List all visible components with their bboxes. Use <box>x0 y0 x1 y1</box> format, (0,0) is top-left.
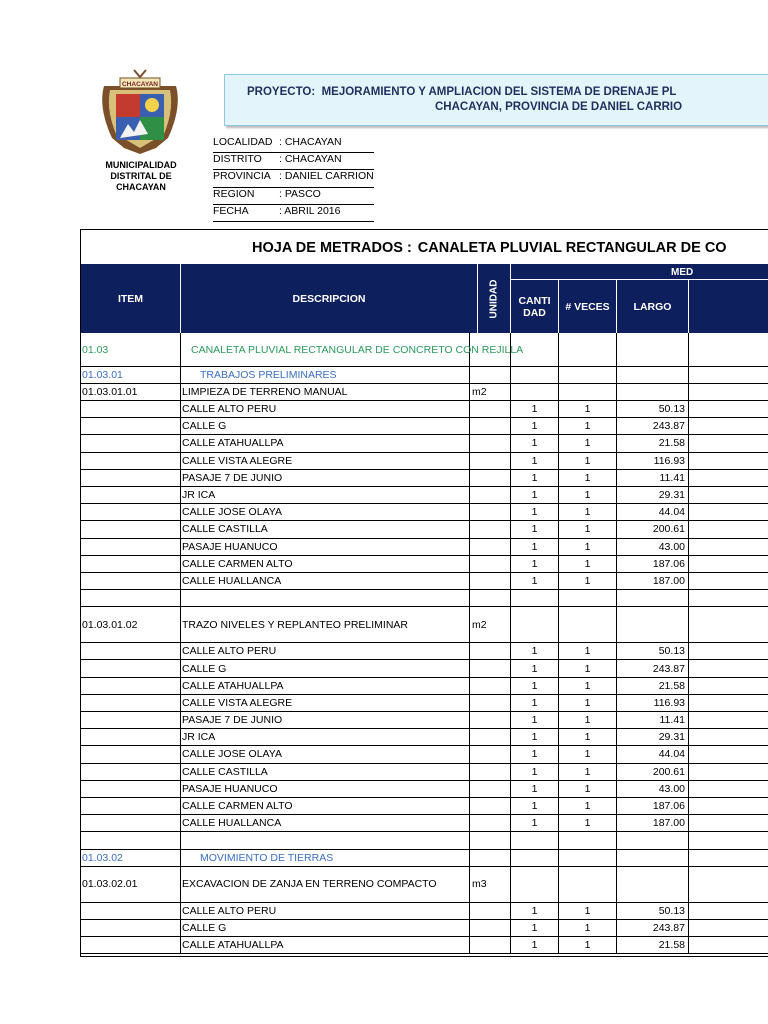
cell-item <box>81 556 181 572</box>
cell-largo: 43.00 <box>617 781 689 797</box>
cell-item: 01.03.02.01 <box>81 867 181 902</box>
table-row <box>81 367 768 384</box>
metrados-sheet <box>80 229 768 957</box>
cell-unit <box>470 678 511 694</box>
cell-veces: 1 <box>559 678 617 694</box>
cell-item <box>81 832 181 848</box>
cell-item <box>81 920 181 936</box>
cell-largo: 200.61 <box>617 521 689 537</box>
cell-unit <box>470 401 511 417</box>
cell-largo: 21.58 <box>617 435 689 451</box>
cell-veces: 1 <box>559 920 617 936</box>
cell-desc: CALLE VISTA ALEGRE <box>181 695 470 711</box>
cell-item: 01.03.01.01 <box>81 384 181 400</box>
header-largo: LARGO <box>617 280 689 333</box>
cell-cant: 1 <box>511 903 559 919</box>
cell-item <box>81 401 181 417</box>
cell-largo: 11.41 <box>617 712 689 728</box>
cell-veces <box>559 333 617 366</box>
header-unidad <box>478 264 511 333</box>
cell-desc: PASAJE HUANUCO <box>181 539 470 555</box>
cell-veces: 1 <box>559 470 617 486</box>
cell-unit <box>470 470 511 486</box>
cell-veces: 1 <box>559 903 617 919</box>
cell-unit <box>470 435 511 451</box>
info-value: : ABRIL 2016 <box>279 204 341 217</box>
cell-unit <box>470 643 511 659</box>
cell-item <box>81 678 181 694</box>
cell-item <box>81 418 181 434</box>
table-row <box>81 764 768 781</box>
cell-veces <box>559 607 617 642</box>
municipality-crest-logo <box>94 68 186 156</box>
cell-largo <box>617 607 689 642</box>
cell-cant: 1 <box>511 487 559 503</box>
cell-cant <box>511 832 559 848</box>
cell-unit <box>470 937 511 953</box>
cell-cant: 1 <box>511 418 559 434</box>
info-key: FECHA <box>213 204 249 217</box>
cell-desc: JR ICA <box>181 487 470 503</box>
cell-largo: 116.93 <box>617 695 689 711</box>
cell-item <box>81 764 181 780</box>
cell-largo: 187.00 <box>617 815 689 831</box>
cell-desc: PASAJE 7 DE JUNIO <box>181 712 470 728</box>
table-row <box>81 333 768 367</box>
info-key: REGION <box>213 187 255 200</box>
cell-veces: 1 <box>559 764 617 780</box>
cell-largo: 44.04 <box>617 504 689 520</box>
table-row <box>81 539 768 556</box>
municipality-name <box>95 160 187 193</box>
cell-cant: 1 <box>511 764 559 780</box>
municipality-line-1: MUNICIPALIDAD <box>105 160 177 170</box>
info-value: : DANIEL CARRION <box>279 170 374 183</box>
project-prefix: PROYECTO: <box>247 86 316 98</box>
cell-unit <box>470 556 511 572</box>
table-row <box>81 746 768 763</box>
cell-veces: 1 <box>559 937 617 953</box>
table-row <box>81 850 768 867</box>
cell-cant: 1 <box>511 539 559 555</box>
cell-largo: 243.87 <box>617 660 689 676</box>
cell-desc <box>181 832 470 848</box>
table-row <box>81 418 768 435</box>
cell-veces: 1 <box>559 815 617 831</box>
table-row <box>81 607 768 643</box>
cell-unit <box>470 850 511 866</box>
cell-cant: 1 <box>511 937 559 953</box>
cell-desc: TRAZO NIVELES Y REPLANTEO PRELIMINAR <box>181 607 470 642</box>
table-row <box>81 920 768 937</box>
cell-unit <box>470 590 511 606</box>
table-row <box>81 470 768 487</box>
cell-item <box>81 539 181 555</box>
cell-largo: 187.00 <box>617 573 689 589</box>
header-veces: # VECES <box>559 280 617 333</box>
cell-unit: m2 <box>470 607 511 642</box>
cell-veces <box>559 384 617 400</box>
cell-desc: CALLE ALTO PERU <box>181 903 470 919</box>
cell-cant: 1 <box>511 781 559 797</box>
cell-desc <box>181 590 470 606</box>
cell-desc: CALLE JOSE OLAYA <box>181 746 470 762</box>
cell-largo: 21.58 <box>617 937 689 953</box>
cell-largo <box>617 867 689 902</box>
table-row <box>81 867 768 903</box>
cell-veces <box>559 590 617 606</box>
cell-item <box>81 937 181 953</box>
cell-cant: 1 <box>511 712 559 728</box>
cell-desc: CALLE ATAHUALLPA <box>181 435 470 451</box>
cell-veces: 1 <box>559 556 617 572</box>
table-row <box>81 521 768 538</box>
cell-unit <box>470 521 511 537</box>
cell-unit <box>470 832 511 848</box>
info-key: LOCALIDAD <box>213 136 273 148</box>
cell-veces: 1 <box>559 695 617 711</box>
table-row <box>81 729 768 746</box>
cell-item: 01.03.01.02 <box>81 607 181 642</box>
cell-veces: 1 <box>559 539 617 555</box>
cell-cant: 1 <box>511 643 559 659</box>
cell-largo <box>617 850 689 866</box>
cell-veces <box>559 832 617 848</box>
cell-largo: 50.13 <box>617 643 689 659</box>
cell-largo <box>617 832 689 848</box>
cell-item <box>81 815 181 831</box>
cell-cant: 1 <box>511 746 559 762</box>
cell-item <box>81 643 181 659</box>
project-line-1: MEJORAMIENTO Y AMPLIACION DEL SISTEMA DE DRENAJE PL <box>321 86 677 98</box>
cell-item <box>81 903 181 919</box>
cell-desc: LIMPIEZA DE TERRENO MANUAL <box>181 384 470 400</box>
table-row <box>81 660 768 677</box>
cell-unit <box>470 764 511 780</box>
cell-unit <box>470 746 511 762</box>
header-medidas-label: MED <box>671 267 694 278</box>
cell-desc: CALLE ALTO PERU <box>181 401 470 417</box>
cell-item <box>81 504 181 520</box>
cell-desc: CANALETA PLUVIAL RECTANGULAR DE CONCRETO CON REJILLA <box>181 333 470 366</box>
table-row <box>81 435 768 452</box>
table-row <box>81 453 768 470</box>
cell-item <box>81 798 181 814</box>
cell-desc: CALLE CASTILLA <box>181 764 470 780</box>
cell-largo: 21.58 <box>617 678 689 694</box>
cell-item <box>81 781 181 797</box>
cell-unit <box>470 729 511 745</box>
cell-desc: CALLE HUALLANCA <box>181 815 470 831</box>
cell-unit <box>470 815 511 831</box>
table-row <box>81 384 768 401</box>
cell-desc: TRABAJOS PRELIMINARES <box>181 367 470 383</box>
cell-cant: 1 <box>511 470 559 486</box>
cell-item <box>81 729 181 745</box>
cell-item <box>81 435 181 451</box>
cell-cant: 1 <box>511 401 559 417</box>
table-row <box>81 573 768 590</box>
cell-veces: 1 <box>559 504 617 520</box>
cell-desc: CALLE G <box>181 660 470 676</box>
cell-largo: 243.87 <box>617 920 689 936</box>
cell-cant <box>511 367 559 383</box>
header-descripcion: DESCRIPCION <box>181 264 478 333</box>
cell-veces: 1 <box>559 643 617 659</box>
cell-unit <box>470 453 511 469</box>
cell-item <box>81 470 181 486</box>
info-key: DISTRITO <box>213 153 262 166</box>
cell-cant <box>511 850 559 866</box>
info-row <box>213 136 374 153</box>
sheet-title-text: CANALETA PLUVIAL RECTANGULAR DE CO <box>417 240 727 256</box>
cell-cant: 1 <box>511 504 559 520</box>
table-row <box>81 678 768 695</box>
cell-veces: 1 <box>559 781 617 797</box>
table-row <box>81 695 768 712</box>
cell-veces <box>559 867 617 902</box>
cell-veces: 1 <box>559 729 617 745</box>
info-row <box>213 170 374 187</box>
cell-largo <box>617 333 689 366</box>
cell-item <box>81 573 181 589</box>
info-value: : PASCO <box>279 187 321 200</box>
cell-desc: CALLE CASTILLA <box>181 521 470 537</box>
cell-largo: 29.31 <box>617 487 689 503</box>
table-row <box>81 712 768 729</box>
cell-cant: 1 <box>511 435 559 451</box>
table-body <box>81 333 768 954</box>
cell-desc: CALLE VISTA ALEGRE <box>181 453 470 469</box>
cell-largo: 50.13 <box>617 903 689 919</box>
cell-unit <box>470 504 511 520</box>
cell-largo: 116.93 <box>617 453 689 469</box>
cell-desc: CALLE CARMEN ALTO <box>181 798 470 814</box>
cell-largo: 29.31 <box>617 729 689 745</box>
cell-desc: CALLE ATAHUALLPA <box>181 678 470 694</box>
cell-veces: 1 <box>559 573 617 589</box>
cell-largo <box>617 384 689 400</box>
cell-item <box>81 590 181 606</box>
cell-cant: 1 <box>511 729 559 745</box>
cell-unit <box>470 712 511 728</box>
cell-cant: 1 <box>511 815 559 831</box>
cell-cant: 1 <box>511 695 559 711</box>
table-row <box>81 487 768 504</box>
cell-unit <box>470 695 511 711</box>
cell-largo: 11.41 <box>617 470 689 486</box>
cell-unit <box>470 487 511 503</box>
cell-veces: 1 <box>559 746 617 762</box>
cell-desc: CALLE G <box>181 418 470 434</box>
cell-unit <box>470 333 511 366</box>
cell-veces <box>559 367 617 383</box>
cell-largo: 43.00 <box>617 539 689 555</box>
table-row <box>81 643 768 660</box>
table-row <box>81 832 768 849</box>
cell-cant <box>511 867 559 902</box>
cell-unit <box>470 539 511 555</box>
cell-desc: CALLE ATAHUALLPA <box>181 937 470 953</box>
cell-veces: 1 <box>559 660 617 676</box>
cell-largo <box>617 590 689 606</box>
table-row <box>81 798 768 815</box>
cell-desc: CALLE HUALLANCA <box>181 573 470 589</box>
cell-item: 01.03 <box>81 333 181 366</box>
info-row <box>213 153 374 170</box>
info-key: PROVINCIA <box>213 170 271 183</box>
cell-item <box>81 695 181 711</box>
cell-unit <box>470 367 511 383</box>
project-line-2: CHACAYAN, PROVINCIA DE DANIEL CARRIO <box>435 101 683 113</box>
project-title-box <box>224 74 768 126</box>
header-item: ITEM <box>81 264 181 333</box>
cell-item <box>81 712 181 728</box>
table-row <box>81 781 768 798</box>
cell-cant: 1 <box>511 556 559 572</box>
cell-veces: 1 <box>559 435 617 451</box>
cell-item: 01.03.02 <box>81 850 181 866</box>
cell-unit: m2 <box>470 384 511 400</box>
cell-largo: 50.13 <box>617 401 689 417</box>
cell-veces: 1 <box>559 487 617 503</box>
cell-cant: 1 <box>511 660 559 676</box>
cell-veces: 1 <box>559 521 617 537</box>
info-value: : CHACAYAN <box>279 136 342 148</box>
cell-largo: 200.61 <box>617 764 689 780</box>
cell-largo <box>617 367 689 383</box>
cell-veces: 1 <box>559 418 617 434</box>
cell-item <box>81 660 181 676</box>
cell-desc: CALLE JOSE OLAYA <box>181 504 470 520</box>
cell-unit <box>470 781 511 797</box>
cell-cant <box>511 384 559 400</box>
cell-cant <box>511 607 559 642</box>
cell-cant: 1 <box>511 920 559 936</box>
cell-unit: m3 <box>470 867 511 902</box>
municipality-line-2: DISTRITAL DE <box>110 171 172 181</box>
cell-veces: 1 <box>559 712 617 728</box>
info-row <box>213 205 374 222</box>
table-row <box>81 590 768 607</box>
cell-desc: CALLE CARMEN ALTO <box>181 556 470 572</box>
sheet-title <box>252 240 727 256</box>
table-row <box>81 815 768 832</box>
crest-text: CHACAYAN <box>121 81 159 88</box>
cell-largo: 187.06 <box>617 798 689 814</box>
cell-largo: 44.04 <box>617 746 689 762</box>
header-cantidad: CANTI DAD <box>511 280 559 333</box>
table-row <box>81 401 768 418</box>
cell-unit <box>470 903 511 919</box>
cell-cant: 1 <box>511 573 559 589</box>
cell-cant: 1 <box>511 678 559 694</box>
municipality-line-3: CHACAYAN <box>116 182 166 192</box>
header-unidad-label: UNIDAD <box>488 279 500 318</box>
table-header <box>81 264 768 333</box>
project-info <box>213 136 374 222</box>
cell-item <box>81 521 181 537</box>
cell-veces: 1 <box>559 401 617 417</box>
cell-unit <box>470 418 511 434</box>
cell-desc: EXCAVACION DE ZANJA EN TERRENO COMPACTO <box>181 867 470 902</box>
cell-largo: 243.87 <box>617 418 689 434</box>
cell-item <box>81 453 181 469</box>
cell-item: 01.03.01 <box>81 367 181 383</box>
cell-unit <box>470 920 511 936</box>
cell-veces <box>559 850 617 866</box>
cell-item <box>81 746 181 762</box>
table-row <box>81 556 768 573</box>
sheet-title-prefix: HOJA DE METRADOS : <box>252 240 412 256</box>
cell-largo: 187.06 <box>617 556 689 572</box>
cell-cant <box>511 333 559 366</box>
cell-desc: PASAJE 7 DE JUNIO <box>181 470 470 486</box>
cell-item <box>81 487 181 503</box>
cell-cant: 1 <box>511 798 559 814</box>
cell-desc: CALLE ALTO PERU <box>181 643 470 659</box>
table-row <box>81 937 768 954</box>
cell-cant: 1 <box>511 521 559 537</box>
cell-veces: 1 <box>559 453 617 469</box>
cell-desc: CALLE G <box>181 920 470 936</box>
header-medidas <box>511 264 768 280</box>
cell-cant: 1 <box>511 453 559 469</box>
cell-desc: MOVIMIENTO DE TIERRAS <box>181 850 470 866</box>
info-row <box>213 188 374 205</box>
cell-unit <box>470 660 511 676</box>
cell-desc: PASAJE HUANUCO <box>181 781 470 797</box>
cell-desc: JR ICA <box>181 729 470 745</box>
cell-unit <box>470 573 511 589</box>
table-row <box>81 903 768 920</box>
cell-veces: 1 <box>559 798 617 814</box>
cell-cant <box>511 590 559 606</box>
table-row <box>81 504 768 521</box>
cell-unit <box>470 798 511 814</box>
info-value: : CHACAYAN <box>279 153 342 166</box>
